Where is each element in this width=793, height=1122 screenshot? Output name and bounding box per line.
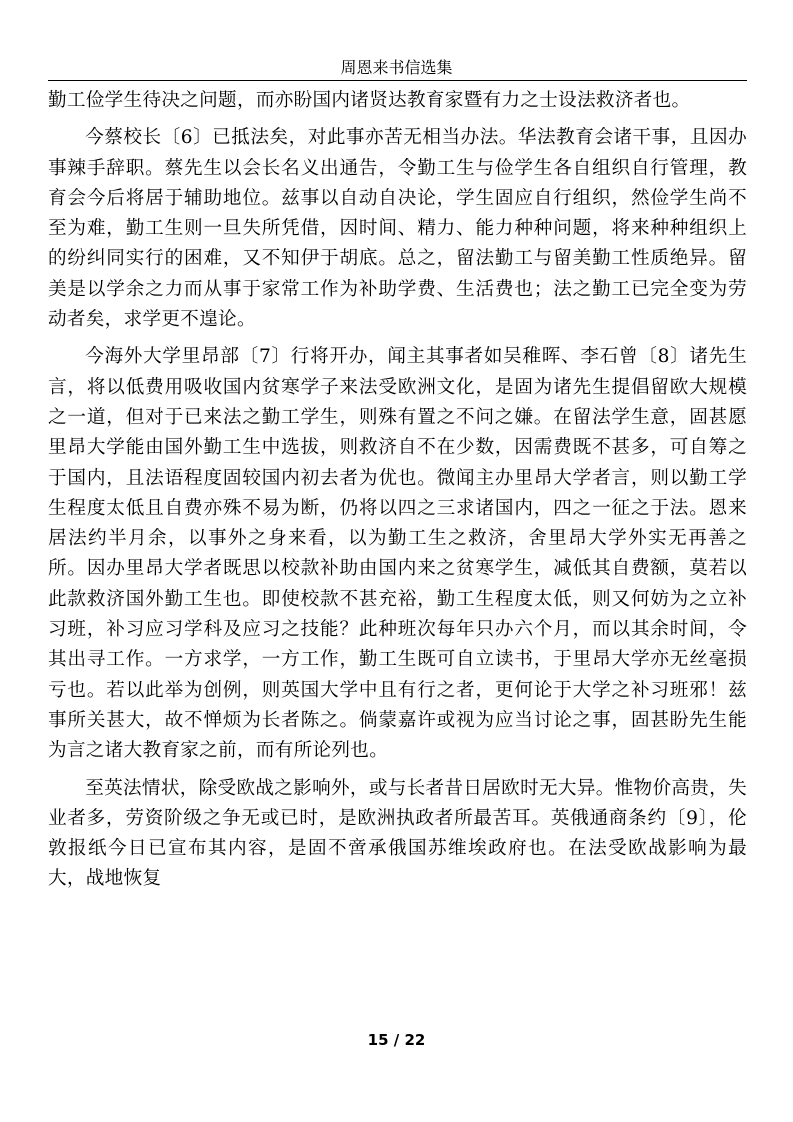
document-body [48,86,747,895]
paragraph: 今蔡校长〔6〕已抵法矣，对此事亦苦无相当办法。华法教育会诸干事，且因办事辣手辞职。蔡先生以会长名义出通告，令勤工生与俭学生各自组织自行管理，教育会今后将居于辅助地位。兹事以自动自决论，学生固应自行组织，然俭学生尚不至为难，勤工生则一旦失所凭借，因时间、精力、能力种种问题，将来种种组织上的纷纠同实行的困难，又不知伊于胡底。总之，留法勤工与留美勤工性质绝异。留美是以学余之力而从事于家常工作为补助学费、生活费也；法之勤工已完全变为劳动者矣，求学更不遑论。 [48,127,747,331]
paragraph-continuation: 勤工俭学生待决之问题，而亦盼国内诸贤达教育家暨有力之士设法救济者也。 [48,90,691,111]
paragraph: 至英法情状，除受欧战之影响外，或与长者昔日居欧时无大异。惟物价高贵，失业者多，劳资阶级之争无或已时，是欧洲执政者所最苦耳。英俄通商条约〔9〕，伦敦报纸今日已宣布其内容，是固不啻承俄国苏维埃政府也。在法受欧战影响为最大，战地恢复 [48,777,747,890]
paragraph: 今海外大学里昂部〔7〕行将开办，闻主其事者如吴稚晖、李石曾〔8〕诸先生言，将以低费用吸收国内贫寒学子来法受欧洲文化，是固为诸先生提倡留欧大规模之一道，但对于已来法之勤工学生，则殊有置之不问之嫌。在留法学生意，固甚愿里昂大学能由国外勤工生中选拔，则救济自不在少数，因需费既不甚多，可自筹之于国内，且法语程度固较国内初去者为优也。微闻主办里昂大学者言，则以勤工学生程度太低且自费亦殊不易为断，仍将以四之三求诸国内，四之一征之于法。恩来居法约半月余，以事外之身来看，以为勤工生之救济，舍里昂大学外实无再善之所。因办里昂大学者既思以校款补助由国内来之贫寒学生，减低其自费额，莫若以此款救济国外勤工生也。即使校款不甚充裕，勤工生程度太低，则又何妨为之立补习班，补习应习学科及应习之技能？此种班次每年只办六个月，而以其余时间，令其出寻工作。一方求学，一方工作，勤工生既可自立读书，于里昂大学亦无丝毫损亏也。若以此举为创例，则英国大学中且有行之者，更何论于大学之补习班邪！兹事所关甚大，故不惮烦为长者陈之。倘蒙嘉许或视为应当讨论之事，固甚盼先生能为言之诸大教育家之前，而有所论列也。 [48,346,747,762]
running-header-title: 周恩来书信选集 [340,58,453,77]
page-number: 15 / 22 [367,1031,426,1049]
header-divider [48,80,747,81]
